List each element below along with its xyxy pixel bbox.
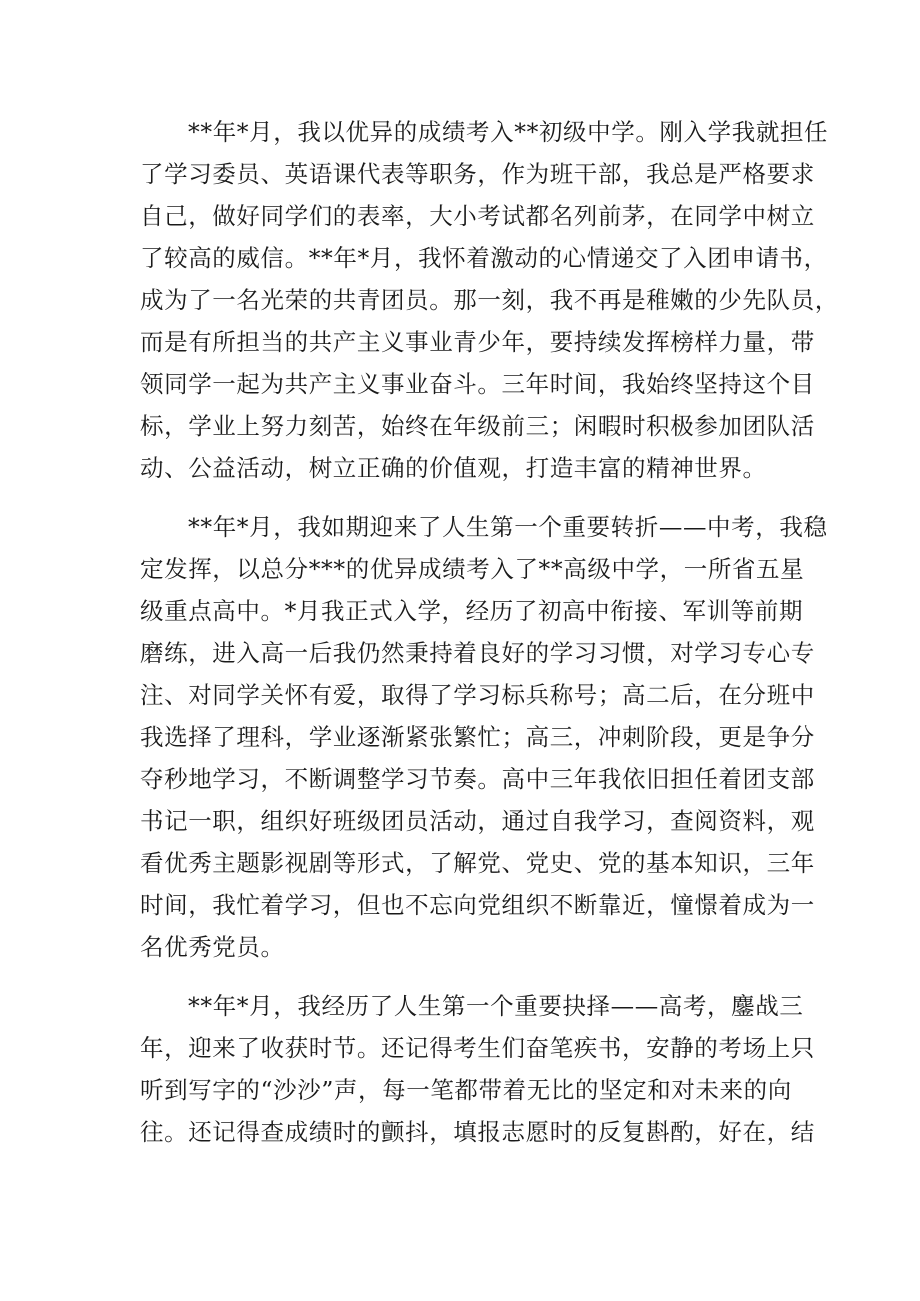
text-line: 领同学一起为共产主义事业奋斗。三年时间，我始终坚持这个目 bbox=[140, 370, 815, 398]
text-line: **年*月，我经历了人生第一个重要抉择——高考，鏖战三 bbox=[188, 992, 804, 1020]
text-line: 我选择了理科，学业逐渐紧张繁忙；高三，冲刺阶段，更是争分 bbox=[140, 723, 815, 751]
text-line: 听到写字的“沙沙”声，每一笔都带着无比的坚定和对未来的向 bbox=[140, 1076, 792, 1104]
text-line: 往。还记得查成绩时的颤抖，填报志愿时的反复斟酌，好在，结 bbox=[140, 1118, 815, 1146]
text-line: 夺秒地学习，不断调整学习节奏。高中三年我依旧担任着团支部 bbox=[140, 765, 815, 793]
text-line: 动、公益活动，树立正确的价值观，打造丰富的精神世界。 bbox=[140, 454, 767, 482]
text-line: 标，学业上努力刻苦，始终在年级前三；闲暇时积极参加团队活 bbox=[140, 412, 815, 440]
text-line: 而是有所担当的共产主义事业青少年，要持续发挥榜样力量，带 bbox=[140, 328, 815, 356]
text-line: 了学习委员、英语课代表等职务，作为班干部，我总是严格要求 bbox=[140, 160, 815, 188]
document-body bbox=[140, 111, 839, 1170]
text-line: 年，迎来了收获时节。还记得考生们奋笔疾书，安静的考场上只 bbox=[140, 1034, 815, 1062]
text-line: **年*月，我以优异的成绩考入**初级中学。刚入学我就担任 bbox=[188, 118, 829, 146]
text-line: 自己，做好同学们的表率，大小考试都名列前茅，在同学中树立 bbox=[140, 202, 815, 230]
text-line: 时间，我忙着学习，但也不忘向党组织不断靠近，憧憬着成为一 bbox=[140, 891, 815, 919]
text-line: 了较高的威信。**年*月，我怀着激动的心情递交了入团申请书， bbox=[140, 244, 828, 272]
text-line: 定发挥，以总分***的优异成绩考入了**高级中学，一所省五星 bbox=[140, 555, 805, 583]
text-line: 看优秀主题影视剧等形式，了解党、党史、党的基本知识，三年 bbox=[140, 849, 815, 877]
paragraph-2 bbox=[140, 506, 828, 968]
text-line: 级重点高中。*月我正式入学，经历了初高中衔接、军训等前期 bbox=[140, 597, 804, 625]
text-line: 注、对同学关怀有爱，取得了学习标兵称号；高二后，在分班中 bbox=[140, 681, 815, 709]
text-line: 成为了一名光荣的共青团员。那一刻，我不再是稚嫩的少先队员， bbox=[140, 286, 839, 314]
text-line: 名优秀党员。 bbox=[140, 933, 285, 961]
paragraph-1 bbox=[140, 111, 839, 489]
text-line: **年*月，我如期迎来了人生第一个重要转折——中考，我稳 bbox=[188, 513, 828, 541]
paragraph-3 bbox=[140, 985, 815, 1153]
text-line: 书记一职，组织好班级团员活动，通过自我学习，查阅资料，观 bbox=[140, 807, 815, 835]
text-line: 磨练，进入高一后我仍然秉持着良好的学习习惯，对学习专心专 bbox=[140, 639, 815, 667]
